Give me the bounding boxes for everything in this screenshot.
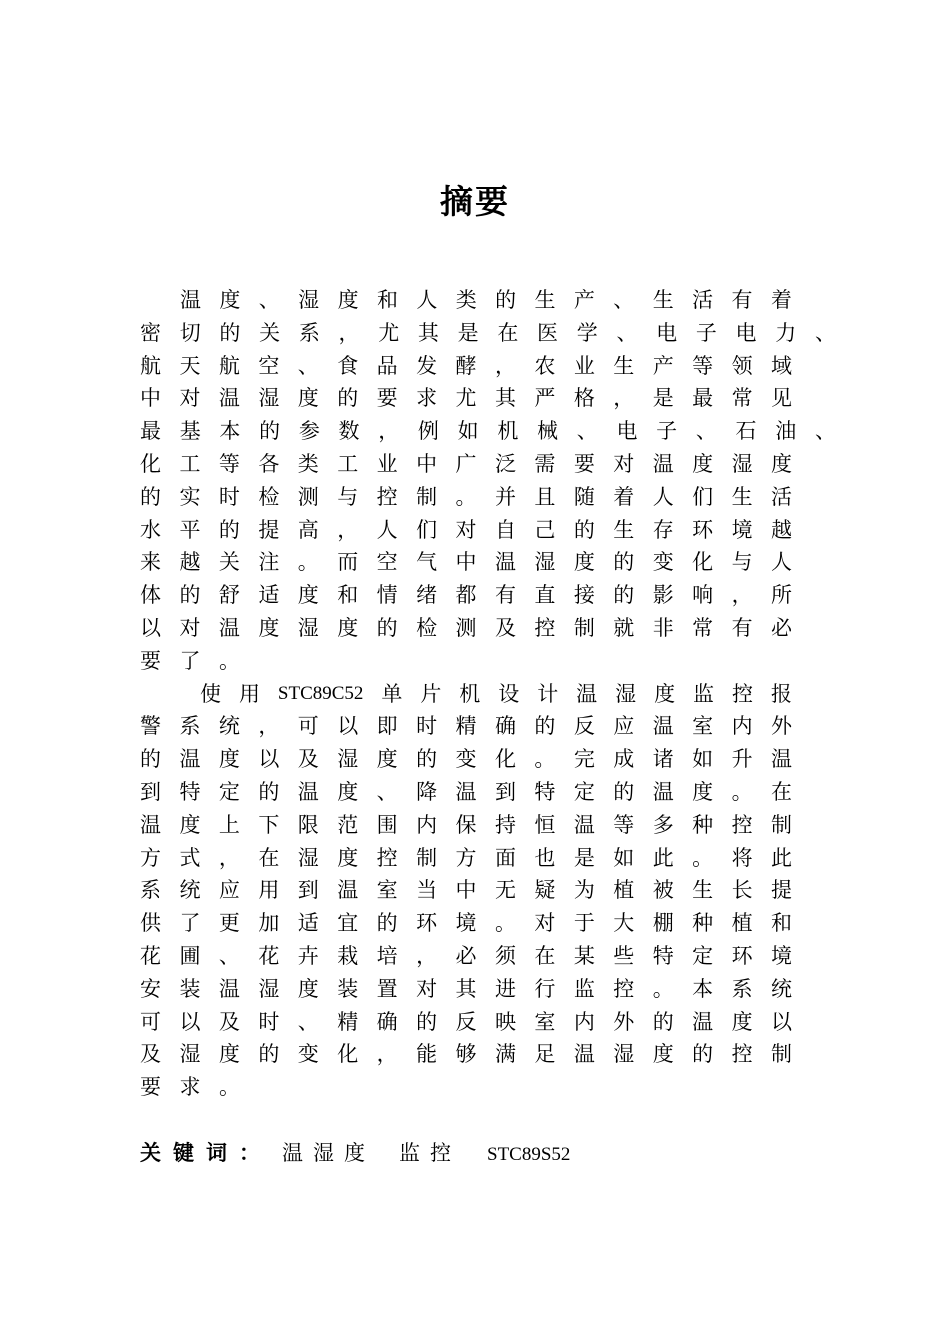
text-line: 可 以 及 时 、 精 确 的 反 映 室 内 外 的 温 度 以 [140,1009,792,1034]
keyword-term: 监控 [399,1141,461,1165]
abstract-body [140,284,840,1104]
text-line: 温 度 、 湿 度 和 人 类 的 生 产 、 生 活 有 着 [180,288,792,312]
text-line: 中 对 温 湿 度 的 要 求 尤 其 严 格 ， 是 最 常 见 [140,386,792,411]
text-line: 以 对 温 度 湿 度 的 检 测 及 控 制 就 非 常 有 必 [140,615,792,640]
text-line: 要 求 。 [140,1075,240,1100]
keywords-label: 关键词： [140,1141,272,1165]
text-line: 体 的 舒 适 度 和 情 绪 都 有 直 接 的 影 响 ， 所 [140,583,792,608]
keywords-line [140,1137,570,1169]
text-line: 的 实 时 检 测 与 控 制 。 并 且 随 着 人 们 生 活 [140,484,792,509]
text-line: 要 了 。 [140,648,240,673]
text-line: 来 越 关 注 。 而 空 气 中 温 湿 度 的 变 化 与 人 [140,550,792,575]
text-line: 安 装 温 湿 度 装 置 对 其 进 行 监 控 。 本 系 统 [140,976,792,1001]
keyword-term: 温湿度 [282,1141,375,1165]
text-line: 的 温 度 以 及 湿 度 的 变 化 。 完 成 诸 如 升 温 [140,747,792,772]
text-line: 密 切 的 关 系 ， 尤 其 是 在 医 学 、 电 子 电 力 、 [140,320,836,345]
text-line: 方 式 ， 在 湿 度 控 制 方 面 也 是 如 此 。 将 此 [140,845,792,870]
keyword-term: STC89S52 [487,1144,571,1165]
text-line: 航 天 航 空 、 食 品 发 酵 ， 农 业 生 产 等 领 域 [140,353,792,378]
text-line: 温 度 上 下 限 范 围 内 保 持 恒 温 等 多 种 控 制 [140,812,792,837]
text-line: 水 平 的 提 高 ， 人 们 对 自 己 的 生 存 环 境 越 [140,517,792,542]
text-line: 警 系 统 ， 可 以 即 时 精 确 的 反 应 温 室 内 外 [140,714,792,739]
text-line: 最 基 本 的 参 数 ， 例 如 机 械 、 电 子 、 石 油 、 [140,419,836,444]
text-line: 化 工 等 各 类 工 业 中 广 泛 需 要 对 温 度 湿 度 [140,451,792,476]
text-line: 系 统 应 用 到 温 室 当 中 无 疑 为 植 被 生 长 提 [140,878,792,903]
text-line: 使 用 STC89C52 单 片 机 设 计 温 湿 度 监 控 报 [200,681,792,706]
text-line: 到 特 定 的 温 度 、 降 温 到 特 定 的 温 度 。 在 [140,779,792,804]
text-line: 及 湿 度 的 变 化 ， 能 够 满 足 温 湿 度 的 控 制 [140,1042,792,1067]
text-line: 花 圃 、 花 卉 栽 培 ， 必 须 在 某 些 特 定 环 境 [140,943,792,968]
text-line: 供 了 更 加 适 宜 的 环 境 。 对 于 大 棚 种 植 和 [140,911,792,936]
page-title: 摘要 [440,182,510,221]
